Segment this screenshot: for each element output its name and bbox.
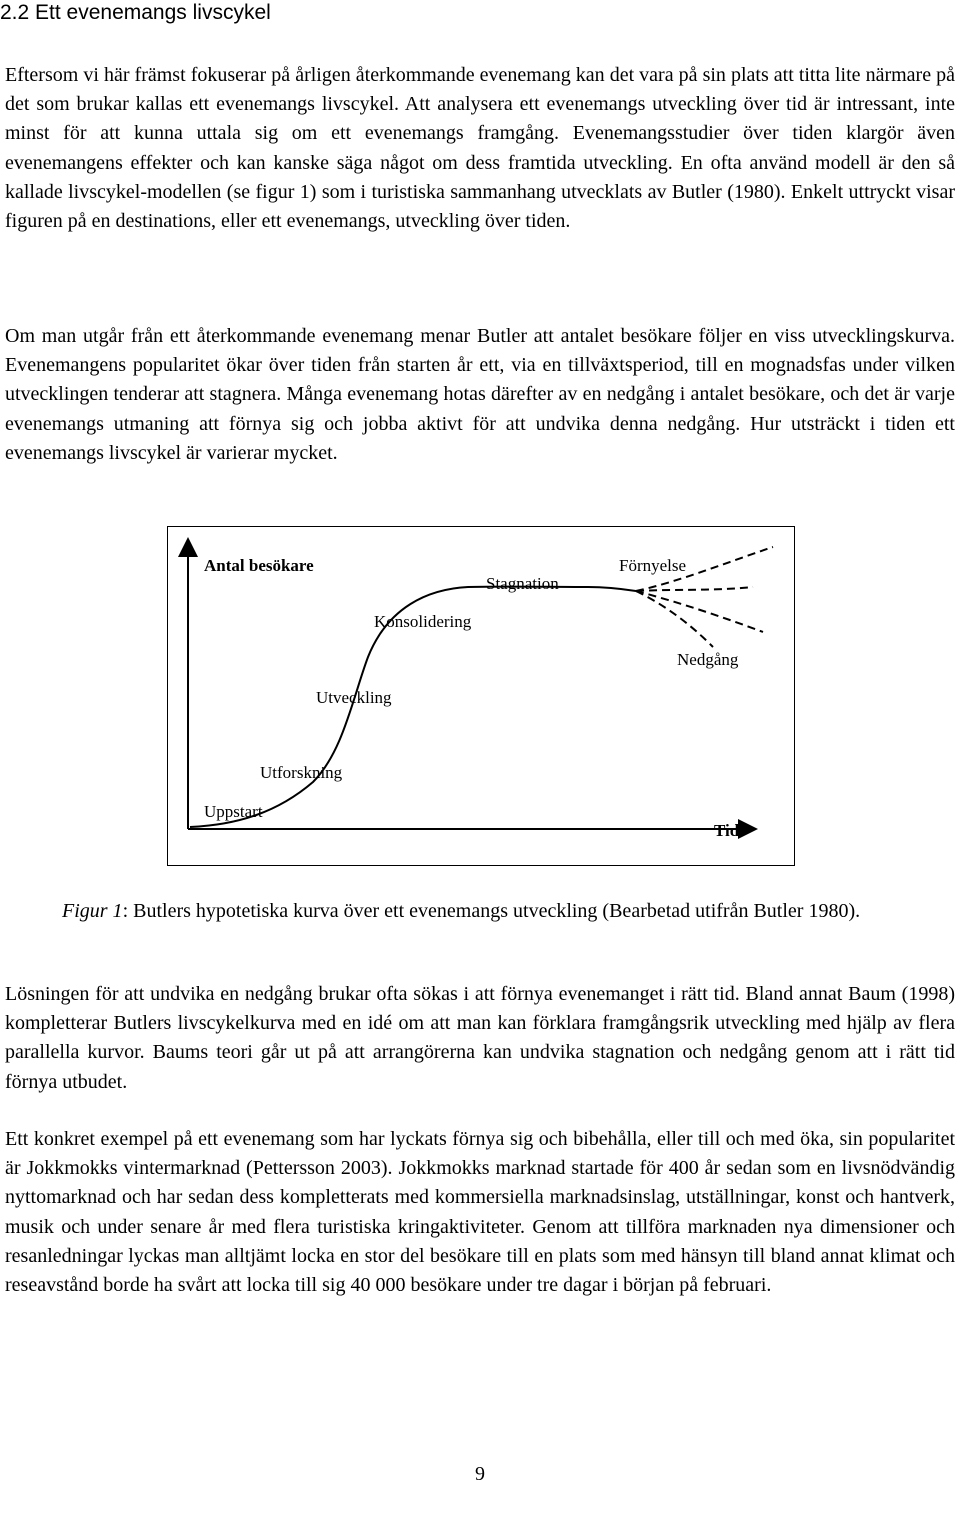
paragraph-jokkmokk: Ett konkret exempel på ett evenemang som har lyckats förnya sig och bibehålla, eller till och med öka, sin popularitet är Jokkmokks vintermarknad (Pettersson 2003). Jokkmokks marknad startade för 400 år sedan som en livsnödvändig nyttomarknad och har sedan dess kompletterats med kommersiella marknadsinslag, utställningar, konst och hantverk, musik och under senare år med flera turistiska kringaktiviteter. Genom att tillföra marknaden nya dimensioner och resanledningar lyckas man alltjämt locka en stor del besökare till en plats som med hänsyn till bland annat klimat och reseavstånd borde ha svårt att locka till sig 40 000 besökare under tre dagar i början på februari. xyxy=(5,1128,955,1297)
stage-utforskning: Utforskning xyxy=(260,763,343,782)
stage-uppstart: Uppstart xyxy=(204,802,263,821)
stage-konsolidering: Konsolidering xyxy=(374,612,472,631)
lifecycle-figure xyxy=(167,526,795,866)
caption-label: Figur 1 xyxy=(62,900,123,922)
section-heading: 2.2 Ett evenemangs livscykel xyxy=(0,1,271,24)
stage-fornyelse: Förnyelse xyxy=(619,556,687,575)
caption-text: : Butlers hypotetiska kurva över ett evenemangs utveckling (Bearbetad utifrån Butler 1980). xyxy=(122,900,861,922)
branch-decline xyxy=(636,591,713,647)
paragraph-butler: Om man utgår från ett återkommande evenemang menar Butler att antalet besökare följer en viss utvecklingskurva. Evenemangens popularitet ökar över tiden från starten år ett, via en tillväxtsperiod, till en mognadsfas under vilken utvecklingen tenderar att stagnera. Många evenemang hotas därefter av en nedgång i antalet besökare, och det är varje evenemangs utmaning att förnya sig och jobba aktivt för att undvika denna nedgång. Hur utsträckt i tiden ett evenemangs livscykel är varierar mycket. xyxy=(5,325,955,464)
y-axis-label: Antal besökare xyxy=(204,556,314,575)
stage-nedgang: Nedgång xyxy=(677,650,739,669)
stage-utveckling: Utveckling xyxy=(316,688,392,707)
x-axis-label: Tid xyxy=(714,821,740,840)
page-number: 9 xyxy=(475,1463,485,1485)
paragraph-baum: Lösningen för att undvika en nedgång brukar ofta sökas i att förnya evenemanget i rätt tid. Bland annat Baum (1998) kompletterar Butlers livscykelkurva med en idé om att man kan förklara framgångsrik utveckling med hjälp av flera parallella kurvor. Baums teori går ut på att arrangörerna kan undvika stagnation och nedgång genom att i rätt tid förnya utbudet. xyxy=(5,983,955,1093)
paragraph-intro: Eftersom vi här främst fokuserar på årligen återkommande evenemang kan det vara på sin plats att titta lite närmare på det som brukar kallas ett evenemangs livscykel. Att analysera ett evenemangs utveckling över tid är intressant, inte minst för att kunna uttala sig om ett evenemangs framgång. Evenemangsstudier över tiden klargör även evenemangens effekter och kan kanske säga något om dess framtida utveckling. En ofta använd modell är den så kallade livscykel-modellen (se figur 1) som i turistiska sammanhang utvecklats av Butler (1980). Enkelt uttryckt visar figuren på en destinations, eller ett evenemangs, utveckling över tiden. xyxy=(5,64,955,233)
stage-stagnation: Stagnation xyxy=(486,574,559,593)
branch-level xyxy=(636,591,763,632)
figure-caption xyxy=(62,897,957,926)
